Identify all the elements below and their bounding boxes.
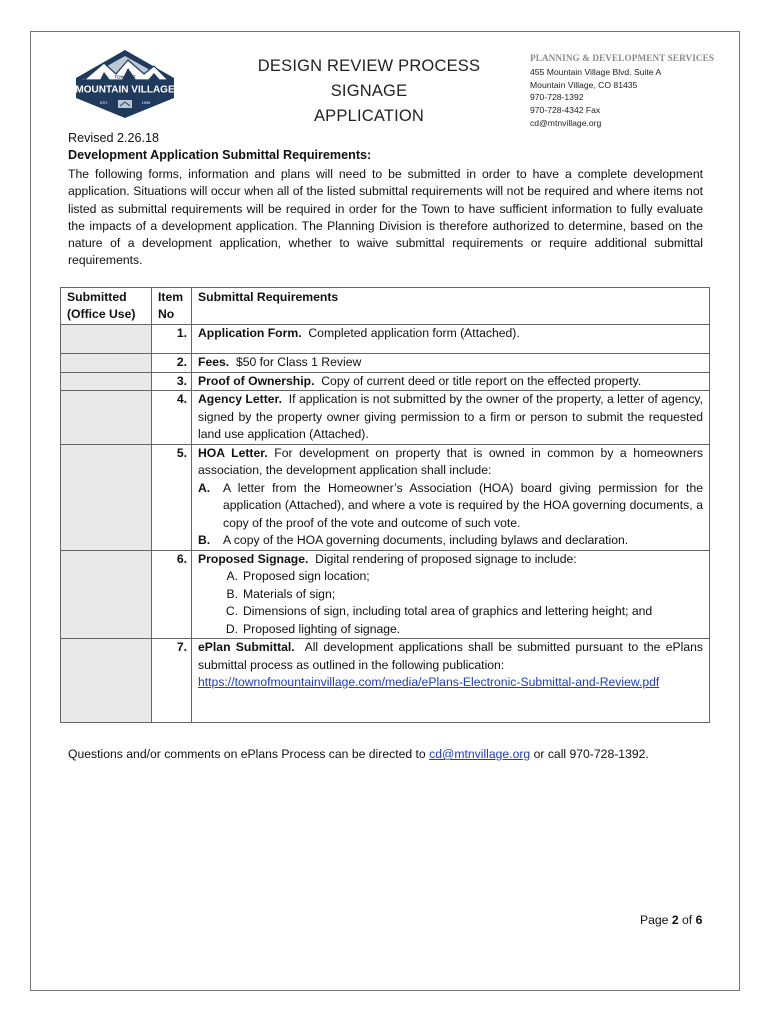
svg-text:TOWN OF: TOWN OF — [114, 74, 136, 80]
requirements-heading: Development Application Submittal Requirements: — [68, 148, 372, 162]
requirement-text — [192, 391, 710, 445]
org-email: cd@mtnvillage.org — [530, 117, 602, 128]
requirement-text — [192, 325, 710, 354]
sub-item-label: B. — [198, 533, 211, 547]
requirement-body: For development on property that is owned in common by a homeowners association, the development application shall include: — [198, 445, 703, 477]
col-requirements-header: Submittal Requirements — [192, 288, 710, 325]
org-city: Mountain Village, CO 81435 — [530, 79, 638, 90]
questions-text: Questions and/or comments on ePlans Process can be directed to — [68, 747, 430, 761]
table-row — [61, 391, 710, 445]
requirement-title: Proposed Signage. — [198, 551, 309, 566]
requirement-title: HOA Letter. — [198, 445, 268, 460]
item-number: 1. — [152, 325, 192, 354]
requirement-body: Copy of current deed or title report on the effected property. — [321, 373, 642, 388]
requirement-title: Fees. — [198, 355, 230, 369]
page-current: 2 — [671, 913, 679, 927]
contact-email-link[interactable]: cd@mtnvillage.org — [429, 747, 531, 761]
requirement-text — [192, 550, 710, 639]
item-number: 4. — [152, 391, 192, 445]
org-name: PLANNING & DEVELOPMENT SERVICES — [530, 53, 715, 63]
page-middle: of — [678, 913, 696, 927]
requirement-text — [192, 372, 710, 391]
table-row — [61, 444, 710, 550]
list-item-label: A. — [226, 569, 238, 583]
requirement-body: If application is not submitted by the owner of the property, a letter of agency, signed by the property owner giving permission to a firm or person to submit the requested land use application (Attached). — [198, 392, 703, 441]
item-number: 7. — [152, 639, 192, 723]
org-contact-block — [530, 52, 730, 130]
table-row — [61, 639, 710, 723]
list-item-text: Proposed sign location; — [243, 569, 370, 583]
sub-item-text: A letter from the Homeowner’s Association (HOA) board giving permission for the application (Attached), and where a vote is required by the HOA governing documents, a copy of the proof of the vote and outcome of such vote. — [223, 480, 703, 530]
requirement-title: Proof of Ownership. — [198, 373, 315, 388]
requirement-body: Completed application form (Attached). — [308, 326, 520, 340]
page-total: 6 — [695, 913, 703, 927]
requirement-text — [192, 639, 710, 723]
list-item-label: D. — [225, 621, 238, 636]
requirement-text — [192, 354, 710, 373]
page-number — [640, 913, 702, 927]
requirement-body: $50 for Class 1 Review — [235, 355, 362, 369]
revised-date: Revised 2.26.18 — [68, 131, 160, 145]
svg-text:EST.: EST. — [99, 101, 109, 105]
questions-line — [68, 747, 649, 761]
submitted-checkbox-cell[interactable] — [61, 444, 152, 550]
title-line-1: DESIGN REVIEW PROCESS — [257, 57, 481, 75]
sub-item-label: A. — [198, 480, 211, 495]
submittal-requirements-table — [60, 287, 710, 723]
page-prefix: Page — [640, 913, 672, 927]
col-item-header: Item No — [152, 288, 192, 325]
sub-item — [198, 480, 703, 533]
title-line-3: APPLICATION — [313, 107, 425, 125]
table-row — [61, 372, 710, 391]
col-submitted-header: Submitted (Office Use) — [61, 288, 152, 325]
submitted-checkbox-cell[interactable] — [61, 354, 152, 373]
list-item-label: B. — [226, 586, 238, 601]
eplans-publication-link[interactable]: https://townofmountainvillage.com/media/ePlans-Electronic-Submittal-and-Review.pdf — [198, 675, 660, 689]
table-row — [61, 354, 710, 373]
sub-item — [198, 532, 703, 550]
svg-text:MOUNTAIN VILLAGE: MOUNTAIN VILLAGE — [75, 84, 175, 96]
item-number: 5. — [152, 444, 192, 550]
title-line-2: SIGNAGE — [330, 82, 408, 100]
mountain-village-logo — [70, 48, 180, 120]
requirement-title: Application Form. — [198, 326, 302, 340]
table-row — [61, 325, 710, 354]
item-number: 2. — [152, 354, 192, 373]
requirement-title: ePlan Submittal. — [198, 640, 295, 654]
svg-text:1995: 1995 — [141, 101, 151, 105]
requirement-text — [192, 444, 710, 550]
sub-item-text: A copy of the HOA governing documents, including bylaws and declaration. — [223, 533, 629, 547]
submitted-checkbox-cell[interactable] — [61, 550, 152, 639]
list-item-label: C. — [225, 604, 238, 618]
signage-list — [198, 568, 703, 638]
item-number: 3. — [152, 372, 192, 391]
requirement-title: Agency Letter. — [198, 392, 282, 406]
list-item-text: Proposed lighting of signage. — [243, 621, 401, 636]
questions-phone-text: or call 970-728-1392. — [530, 747, 649, 761]
list-item — [198, 568, 703, 586]
list-item — [198, 621, 703, 639]
list-item-text: Dimensions of sign, including total area of graphics and lettering height; and — [243, 604, 653, 618]
org-address: 455 Mountain Village Blvd. Suite A — [530, 66, 662, 77]
list-item — [198, 586, 703, 604]
document-title — [250, 54, 488, 129]
submitted-checkbox-cell[interactable] — [61, 639, 152, 723]
list-item-text: Materials of sign; — [243, 586, 336, 601]
requirement-body: Digital rendering of proposed signage to include: — [315, 551, 577, 566]
org-fax: 970-728-4342 Fax — [530, 105, 601, 116]
table-row — [61, 550, 710, 639]
org-phone: 970-728-1392 — [530, 92, 584, 103]
logo-graphic — [70, 48, 180, 120]
table-header-row — [61, 288, 710, 325]
requirement-body: All development applications shall be submitted pursuant to the ePlans submittal process as outlined in the following publication: — [198, 640, 703, 672]
submitted-checkbox-cell[interactable] — [61, 391, 152, 445]
item-number: 6. — [152, 550, 192, 639]
submitted-checkbox-cell[interactable] — [61, 372, 152, 391]
submitted-checkbox-cell[interactable] — [61, 325, 152, 354]
list-item — [198, 603, 703, 621]
intro-paragraph: The following forms, information and plans will need to be submitted in order to have a complete development application. Situations will occur when all of the listed submittal requirements will not be required and where items not listed as submittal requirements will be required in order for the Town to have sufficient information to fully evaluate the impacts of a development application. The Planning Division is therefore authorized to determine, based on the nature of a development application, whether to waive submittal requirements or require additional submittal requirements. — [68, 167, 703, 268]
